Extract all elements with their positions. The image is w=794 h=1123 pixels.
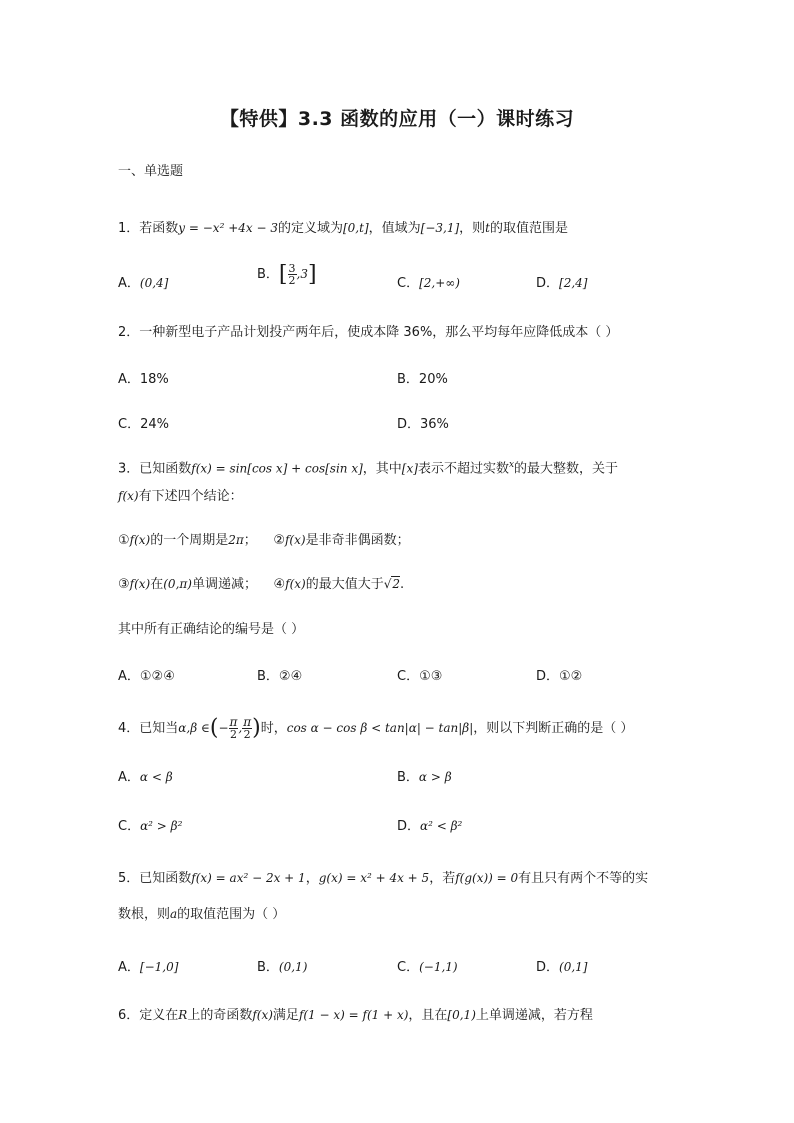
q3-option-a[interactable]: A．①②④ [118, 669, 175, 684]
q1-text: 1．若函数 [118, 221, 179, 236]
q1-var: t [485, 221, 490, 235]
q4-option-a[interactable]: A．α < β [118, 770, 173, 785]
question-5-line2: 数根，则a的取值范围为（ ） [118, 907, 286, 922]
question-3-line2: f(x)有下述四个结论： [118, 489, 243, 504]
q3-option-b[interactable]: B．②④ [257, 669, 303, 684]
page-title: 【特供】3.3 函数的应用（一）课时练习 [219, 108, 575, 130]
fraction: $\frac{\pi}{2}$ [229, 715, 238, 741]
q1-text: 的取值范围是 [490, 221, 569, 236]
question-2: 2．一种新型电子产品计划投产两年后，使成本降 36%，那么平均每年应降低成本（ ） [118, 325, 619, 340]
q5-option-d[interactable]: D．(0,1] [536, 960, 588, 975]
q4-option-d[interactable]: D．α² < β² [397, 819, 463, 834]
q3-statements-1-2: ①f(x)的一个周期是2π； ②f(x)是非奇非偶函数； [118, 533, 410, 548]
q2-option-c[interactable]: C．24% [118, 417, 169, 432]
q5-option-b[interactable]: B．(0,1) [257, 960, 308, 975]
q3-option-d[interactable]: D．①② [536, 669, 583, 684]
q1-domain: [0,t] [342, 221, 369, 235]
q4-option-b[interactable]: B．α > β [397, 770, 452, 785]
q2-option-b[interactable]: B．20% [397, 372, 448, 387]
fraction: $\frac{3}{2}$ [288, 262, 296, 287]
q5-option-c[interactable]: C．(−1,1) [397, 960, 458, 975]
q2-option-a[interactable]: A．18% [118, 372, 169, 387]
q4-option-c[interactable]: C．α² > β² [118, 819, 183, 834]
section-heading: 一、单选题 [118, 164, 184, 179]
q1-text: 的定义域为 [277, 221, 343, 236]
q1-text: ，值域为 [368, 221, 421, 236]
q1-option-c[interactable]: C．[2,+∞) [397, 276, 460, 291]
question-5: 5．已知函数f(x) = ax² − 2x + 1，g(x) = x² + 4x + 5，若f(g(x)) = 0有且只有两个不等的实 [118, 871, 649, 886]
q3-ask: 其中所有正确结论的编号是（ ） [118, 622, 305, 637]
q3-formula: f(x) = sin[cos x] + cos[sin x] [191, 461, 363, 476]
fraction: $\frac{\pi}{2}$ [243, 715, 252, 741]
question-6: 6．定义在R上的奇函数f(x)满足f(1 − x) = f(1 + x)，且在[0,1)上单调递减，若方程 [118, 1008, 593, 1023]
q2-option-d[interactable]: D．36% [397, 417, 449, 432]
q1-range: [−3,1] [420, 221, 460, 235]
q3-statements-3-4: ③f(x)在(0,π)单调递减； ④f(x)的最大值大于√2. [118, 577, 405, 592]
q1-option-b[interactable]: B．[ $\frac{3}{2}$ ,3] [257, 262, 317, 287]
q3-option-c[interactable]: C．①③ [397, 669, 443, 684]
q5-option-a[interactable]: A．[−1,0] [118, 960, 179, 975]
q1-option-a[interactable]: A．(0,4] [118, 276, 169, 291]
q1-formula: y = −x² +4x − 3 [178, 221, 278, 235]
q1-text: ，则 [459, 221, 486, 236]
question-3: 3．已知函数f(x) = sin[cos x] + cos[sin x]，其中[x]表示不超过实数$^x$的最大整数，关于 [118, 460, 619, 477]
question-4: 4．已知当α,β ∈(− $\frac{\pi}{2}$ , $\frac{\pi}{2}$ )时，cos α − cos β < tan|α| − tan|β|，则以下判断正确的是（ ） [118, 715, 634, 741]
question-1 [118, 219, 568, 238]
q1-option-d[interactable]: D．[2,4] [536, 276, 588, 291]
